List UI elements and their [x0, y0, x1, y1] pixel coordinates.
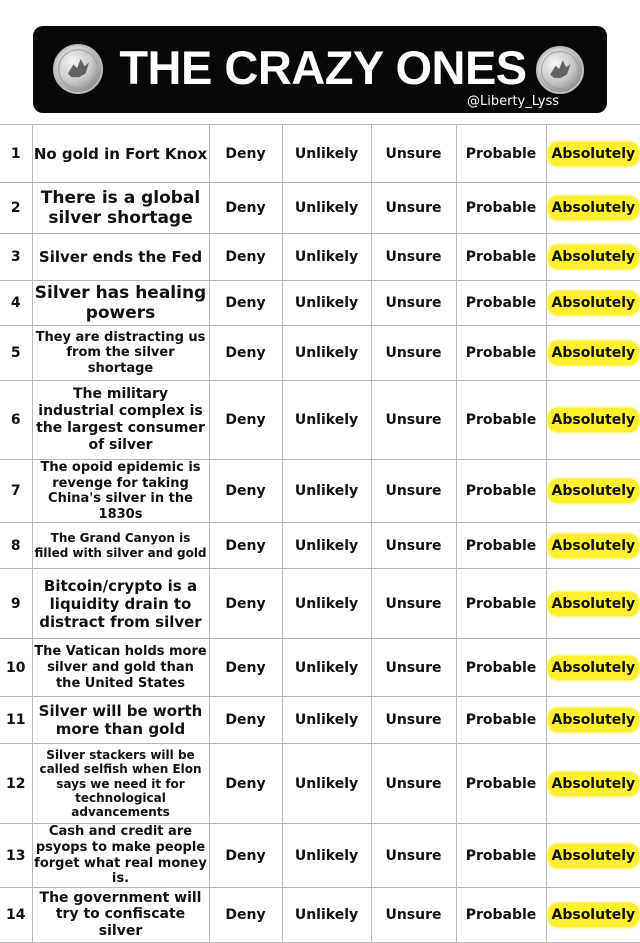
option-unsure — [371, 639, 456, 697]
option-label: Probable — [465, 775, 537, 792]
option-unsure — [371, 887, 456, 942]
statement-text: They are distracting us from the silver shortage — [32, 326, 209, 381]
option-deny — [209, 381, 282, 460]
option-label: Deny — [225, 712, 266, 729]
option-label: Probable — [465, 200, 537, 216]
option-label: Deny — [225, 412, 266, 428]
option-label: Unlikely — [294, 145, 359, 162]
row-number: 3 — [0, 234, 32, 281]
highlighted-option-label: Absolutely — [548, 592, 640, 616]
option-label: Deny — [225, 595, 266, 612]
table-row — [0, 523, 640, 569]
option-label: Probable — [465, 483, 537, 500]
option-label: Unsure — [385, 345, 442, 361]
option-label: Unsure — [385, 906, 442, 923]
option-deny — [209, 234, 282, 281]
option-absolutely — [546, 744, 640, 824]
option-label: Probable — [465, 659, 537, 676]
option-absolutely — [546, 281, 640, 326]
option-absolutely — [546, 125, 640, 183]
title-banner — [33, 26, 607, 113]
option-absolutely — [546, 460, 640, 523]
statement-text: Silver will be worth more than gold — [32, 697, 209, 744]
row-number: 12 — [0, 744, 32, 824]
statement-text: Silver has healing powers — [32, 281, 209, 326]
option-absolutely — [546, 697, 640, 744]
silver-eagle-coin-icon — [53, 44, 103, 94]
highlighted-option-label: Absolutely — [548, 291, 640, 315]
option-probable — [456, 697, 546, 744]
option-unsure — [371, 234, 456, 281]
table-row — [0, 125, 640, 183]
option-unsure — [371, 183, 456, 234]
option-unsure — [371, 824, 456, 887]
highlighted-option-label: Absolutely — [548, 408, 640, 432]
author-handle: @Liberty_Lyss — [467, 94, 560, 109]
statement-text: Bitcoin/crypto is a liquidity drain to distract from silver — [32, 569, 209, 639]
option-absolutely — [546, 381, 640, 460]
table-row — [0, 824, 640, 887]
option-probable — [456, 125, 546, 183]
option-label: Probable — [465, 295, 537, 311]
row-number: 4 — [0, 281, 32, 326]
option-label: Unsure — [385, 659, 442, 676]
table-row — [0, 697, 640, 744]
option-deny — [209, 824, 282, 887]
option-label: Probable — [465, 412, 537, 428]
option-label: Unlikely — [294, 537, 359, 554]
option-deny — [209, 326, 282, 381]
highlighted-option-label: Absolutely — [548, 479, 640, 503]
option-deny — [209, 460, 282, 523]
table-row — [0, 183, 640, 234]
option-unsure — [371, 460, 456, 523]
option-label: Probable — [465, 712, 537, 729]
statement-text: Silver ends the Fed — [32, 234, 209, 281]
option-label: Deny — [225, 659, 266, 676]
option-unsure — [371, 569, 456, 639]
option-label: Unlikely — [294, 200, 359, 216]
option-label: Probable — [465, 537, 537, 554]
option-unlikely — [282, 183, 371, 234]
option-label: Unlikely — [294, 712, 359, 729]
row-number: 14 — [0, 887, 32, 942]
row-number: 2 — [0, 183, 32, 234]
table-row — [0, 744, 640, 824]
option-label: Unsure — [385, 295, 442, 311]
option-label: Probable — [465, 145, 537, 162]
option-probable — [456, 234, 546, 281]
option-absolutely — [546, 183, 640, 234]
option-label: Unlikely — [294, 249, 359, 265]
option-label: Unlikely — [294, 595, 359, 612]
option-probable — [456, 744, 546, 824]
belief-scale-table — [0, 124, 640, 943]
option-label: Unsure — [385, 775, 442, 792]
option-probable — [456, 639, 546, 697]
statement-text: The government will try to confiscate silver — [32, 887, 209, 942]
table-row — [0, 234, 640, 281]
option-deny — [209, 183, 282, 234]
option-unlikely — [282, 744, 371, 824]
row-number: 8 — [0, 523, 32, 569]
option-unlikely — [282, 523, 371, 569]
table-row — [0, 569, 640, 639]
option-probable — [456, 569, 546, 639]
page-title: THE CRAZY ONES — [119, 41, 527, 94]
table-row — [0, 326, 640, 381]
option-absolutely — [546, 234, 640, 281]
statement-text: Cash and credit are psyops to make people forget what real money is. — [32, 824, 209, 887]
option-label: Unlikely — [294, 775, 359, 792]
table-row — [0, 887, 640, 942]
option-label: Deny — [225, 200, 266, 216]
row-number: 7 — [0, 460, 32, 523]
option-label: Probable — [465, 249, 537, 265]
option-absolutely — [546, 639, 640, 697]
option-label: Unlikely — [294, 345, 359, 361]
highlighted-option-label: Absolutely — [548, 656, 640, 680]
option-label: Unsure — [385, 483, 442, 500]
statement-text: There is a global silver shortage — [32, 183, 209, 234]
option-absolutely — [546, 326, 640, 381]
option-unsure — [371, 125, 456, 183]
option-unlikely — [282, 326, 371, 381]
option-label: Deny — [225, 345, 266, 361]
option-probable — [456, 460, 546, 523]
option-label: Deny — [225, 483, 266, 500]
option-probable — [456, 381, 546, 460]
option-label: Unlikely — [294, 483, 359, 500]
option-unlikely — [282, 381, 371, 460]
option-unsure — [371, 381, 456, 460]
option-unlikely — [282, 639, 371, 697]
option-absolutely — [546, 824, 640, 887]
option-deny — [209, 523, 282, 569]
option-label: Deny — [225, 847, 266, 864]
option-unlikely — [282, 824, 371, 887]
option-unlikely — [282, 234, 371, 281]
row-number: 5 — [0, 326, 32, 381]
statement-text: The military industrial complex is the largest consumer of silver — [32, 381, 209, 460]
option-unlikely — [282, 125, 371, 183]
option-label: Probable — [465, 345, 537, 361]
option-probable — [456, 326, 546, 381]
silver-eagle-coin-icon — [536, 46, 584, 94]
option-probable — [456, 183, 546, 234]
highlighted-option-label: Absolutely — [548, 142, 640, 166]
highlighted-option-label: Absolutely — [548, 708, 640, 732]
option-deny — [209, 697, 282, 744]
option-label: Deny — [225, 906, 266, 923]
option-unsure — [371, 326, 456, 381]
row-number: 11 — [0, 697, 32, 744]
option-deny — [209, 639, 282, 697]
option-label: Unsure — [385, 595, 442, 612]
statement-text: Silver stackers will be called selfish when Elon says we need it for technological advancements — [32, 744, 209, 824]
option-label: Deny — [225, 537, 266, 554]
option-label: Probable — [465, 906, 537, 923]
table-row — [0, 281, 640, 326]
option-unsure — [371, 744, 456, 824]
option-label: Probable — [465, 847, 537, 864]
option-deny — [209, 569, 282, 639]
option-label: Unsure — [385, 200, 442, 216]
option-absolutely — [546, 887, 640, 942]
option-unlikely — [282, 887, 371, 942]
row-number: 1 — [0, 125, 32, 183]
option-label: Unlikely — [294, 847, 359, 864]
highlighted-option-label: Absolutely — [548, 341, 640, 365]
row-number: 9 — [0, 569, 32, 639]
option-probable — [456, 887, 546, 942]
highlighted-option-label: Absolutely — [548, 534, 640, 558]
option-label: Unlikely — [294, 412, 359, 428]
row-number: 10 — [0, 639, 32, 697]
option-deny — [209, 281, 282, 326]
option-label: Deny — [225, 145, 266, 162]
option-unlikely — [282, 697, 371, 744]
statement-text: The opoid epidemic is revenge for taking China's silver in the 1830s — [32, 460, 209, 523]
row-number: 6 — [0, 381, 32, 460]
option-unlikely — [282, 460, 371, 523]
highlighted-option-label: Absolutely — [548, 245, 640, 269]
option-deny — [209, 744, 282, 824]
table-row — [0, 639, 640, 697]
option-label: Probable — [465, 595, 537, 612]
highlighted-option-label: Absolutely — [548, 903, 640, 927]
option-label: Deny — [225, 295, 266, 311]
option-unlikely — [282, 569, 371, 639]
option-label: Deny — [225, 249, 266, 265]
option-absolutely — [546, 569, 640, 639]
option-label: Unsure — [385, 249, 442, 265]
option-probable — [456, 824, 546, 887]
option-unsure — [371, 697, 456, 744]
option-label: Unsure — [385, 145, 442, 162]
statement-text: No gold in Fort Knox — [32, 125, 209, 183]
option-deny — [209, 125, 282, 183]
option-absolutely — [546, 523, 640, 569]
highlighted-option-label: Absolutely — [548, 772, 640, 796]
option-label: Deny — [225, 775, 266, 792]
option-label: Unsure — [385, 537, 442, 554]
option-unsure — [371, 523, 456, 569]
option-label: Unsure — [385, 412, 442, 428]
option-probable — [456, 523, 546, 569]
table-row — [0, 381, 640, 460]
highlighted-option-label: Absolutely — [548, 196, 640, 220]
option-deny — [209, 887, 282, 942]
statement-text: The Vatican holds more silver and gold than the United States — [32, 639, 209, 697]
statement-text: The Grand Canyon is filled with silver and gold — [32, 523, 209, 569]
option-unlikely — [282, 281, 371, 326]
row-number: 13 — [0, 824, 32, 887]
option-label: Unlikely — [294, 295, 359, 311]
option-probable — [456, 281, 546, 326]
option-label: Unsure — [385, 712, 442, 729]
option-unsure — [371, 281, 456, 326]
table-row — [0, 460, 640, 523]
option-label: Unlikely — [294, 659, 359, 676]
option-label: Unlikely — [294, 906, 359, 923]
highlighted-option-label: Absolutely — [548, 844, 640, 868]
option-label: Unsure — [385, 847, 442, 864]
